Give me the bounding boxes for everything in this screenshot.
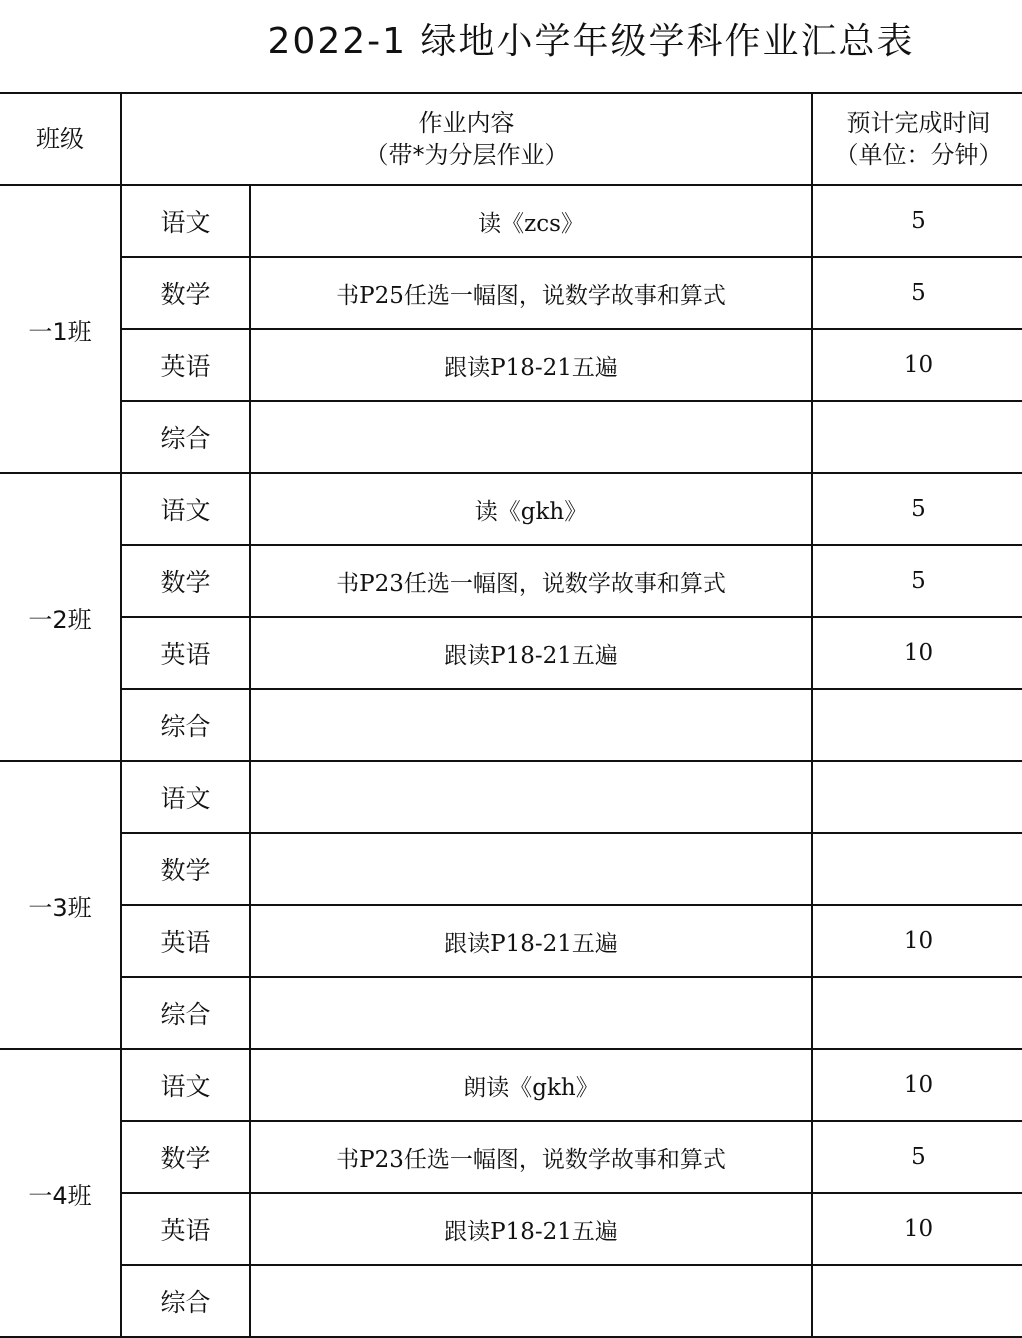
subject-cell: 语文 xyxy=(121,185,250,257)
table-row xyxy=(0,473,1022,545)
time-header xyxy=(812,93,1022,185)
page-title: 2022-1 绿地小学年级学科作业汇总表 xyxy=(267,21,915,62)
content-cell xyxy=(250,761,812,833)
content-cell: 跟读P18-21五遍 xyxy=(250,905,812,977)
subject-cell: 语文 xyxy=(121,473,250,545)
class-name-cell: 一1班 xyxy=(0,185,121,473)
content-cell xyxy=(250,689,812,761)
subject-cell: 数学 xyxy=(121,545,250,617)
table-row xyxy=(0,329,1022,401)
content-cell: 读《zcs》 xyxy=(250,185,812,257)
content-cell: 跟读P18-21五遍 xyxy=(250,329,812,401)
content-header-line1: 作业内容 xyxy=(418,109,515,137)
class-name-cell: 一4班 xyxy=(0,1049,121,1337)
time-cell: 5 xyxy=(812,185,1022,257)
subject-cell: 语文 xyxy=(121,1049,250,1121)
time-header-line1: 预计完成时间 xyxy=(846,109,991,137)
subject-cell: 英语 xyxy=(121,617,250,689)
table-row xyxy=(0,545,1022,617)
time-cell xyxy=(812,401,1022,473)
subject-cell: 综合 xyxy=(121,977,250,1049)
subject-cell: 综合 xyxy=(121,689,250,761)
header-row xyxy=(0,93,1022,185)
table-row xyxy=(0,1193,1022,1265)
class-name-cell: 一3班 xyxy=(0,761,121,1049)
table-row xyxy=(0,185,1022,257)
content-cell: 跟读P18-21五遍 xyxy=(250,617,812,689)
table-row xyxy=(0,833,1022,905)
subject-cell: 综合 xyxy=(121,401,250,473)
table-row xyxy=(0,977,1022,1049)
time-cell: 10 xyxy=(812,1049,1022,1121)
content-cell xyxy=(250,833,812,905)
class-name-cell: 一2班 xyxy=(0,473,121,761)
table-row xyxy=(0,401,1022,473)
homework-table xyxy=(0,92,1022,1338)
time-header-line2: （单位：分钟） xyxy=(834,141,1003,169)
time-cell: 5 xyxy=(812,1121,1022,1193)
subject-cell: 英语 xyxy=(121,905,250,977)
table-row xyxy=(0,257,1022,329)
content-cell xyxy=(250,977,812,1049)
subject-cell: 数学 xyxy=(121,833,250,905)
time-cell: 5 xyxy=(812,473,1022,545)
content-cell xyxy=(250,401,812,473)
time-cell: 10 xyxy=(812,329,1022,401)
subject-cell: 语文 xyxy=(121,761,250,833)
content-cell: 跟读P18-21五遍 xyxy=(250,1193,812,1265)
time-cell: 5 xyxy=(812,257,1022,329)
subject-cell: 数学 xyxy=(121,1121,250,1193)
table-row xyxy=(0,1049,1022,1121)
table-body xyxy=(0,93,1022,1337)
table-row xyxy=(0,617,1022,689)
content-header xyxy=(121,93,812,185)
time-cell: 10 xyxy=(812,617,1022,689)
time-cell: 5 xyxy=(812,545,1022,617)
time-cell xyxy=(812,1265,1022,1337)
table-row xyxy=(0,1265,1022,1337)
content-cell: 书P23任选一幅图，说数学故事和算式 xyxy=(250,1121,812,1193)
content-cell: 书P25任选一幅图，说数学故事和算式 xyxy=(250,257,812,329)
time-cell xyxy=(812,977,1022,1049)
time-cell xyxy=(812,761,1022,833)
time-cell xyxy=(812,689,1022,761)
time-cell: 10 xyxy=(812,905,1022,977)
table-row xyxy=(0,905,1022,977)
table-row xyxy=(0,761,1022,833)
table-row xyxy=(0,689,1022,761)
content-cell: 读《gkh》 xyxy=(250,473,812,545)
content-cell: 书P23任选一幅图，说数学故事和算式 xyxy=(250,545,812,617)
content-cell xyxy=(250,1265,812,1337)
subject-cell: 英语 xyxy=(121,329,250,401)
class-header: 班级 xyxy=(0,93,121,185)
subject-cell: 数学 xyxy=(121,257,250,329)
time-cell: 10 xyxy=(812,1193,1022,1265)
table-row xyxy=(0,1121,1022,1193)
content-cell: 朗读《gkh》 xyxy=(250,1049,812,1121)
subject-cell: 英语 xyxy=(121,1193,250,1265)
content-header-line2: （带*为分层作业） xyxy=(364,141,569,169)
subject-cell: 综合 xyxy=(121,1265,250,1337)
time-cell xyxy=(812,833,1022,905)
